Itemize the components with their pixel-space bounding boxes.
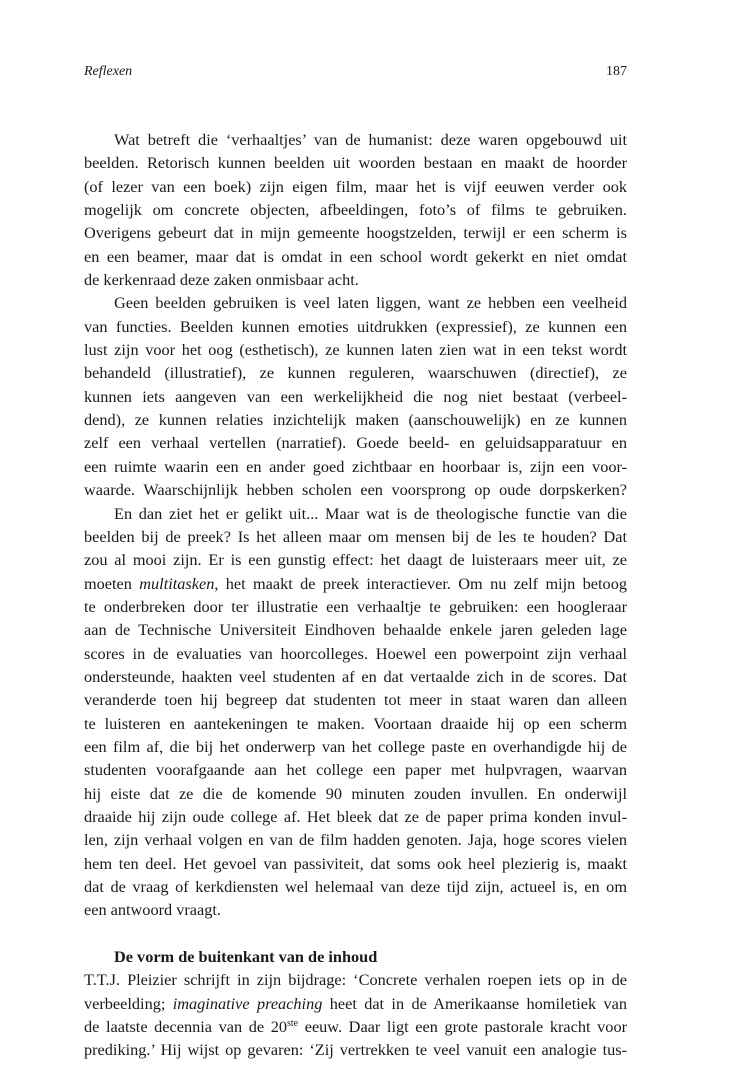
italic-term: multitasken [139, 573, 215, 593]
text-line: hem ten deel. Het gevoel van passiviteit, dat soms ook heel plezierig is, maakt [84, 853, 627, 873]
text-line: dat de vraag of kerkdiensten wel helemaal van deze tijd zijn, actueel is, en om [84, 877, 627, 896]
text-run: eeuw. Daar ligt een grote pastorale kracht voor [298, 1017, 628, 1037]
text-run: verbeelding; [84, 993, 173, 1013]
text-line: aan de Technische Universiteit Eindhoven behaalde enkele jaren geleden lage [84, 620, 627, 640]
body-text [84, 128, 627, 1062]
text-line: lust zijn voor het oog (esthetisch), ze kunnen laten zien wat in een tekst wordt [84, 340, 627, 360]
text-line [84, 992, 627, 1015]
text-run: de laatste decennia van de 20 [84, 1017, 287, 1037]
text-line: Geen beelden gebruiken is veel laten liggen, want ze hebben een veelheid [114, 293, 627, 313]
text-line: dend), ze kunnen relaties inzichtelijk maken (aanschouwelijk) en ze kunnen [84, 410, 627, 430]
paragraph-2 [84, 291, 627, 501]
text-line: en een beamer, maar dat is omdat in een school wordt gekerkt en niet omdat [84, 246, 627, 266]
text-run: moeten [84, 573, 140, 593]
text-line: Wat betreft die ‘verhaaltjes’ van de humanist: deze waren opgebouwd uit [114, 130, 627, 149]
text-line: En dan ziet het er gelikt uit... Maar wat is de theologische functie van die [114, 503, 627, 523]
text-line: ondersteunde, haakten veel studenten af en dat vertaalde zich in de scores. Dat [84, 666, 627, 686]
text-line: de kerkenraad deze zaken onmisbaar acht. [84, 270, 359, 290]
text-line: Overigens gebeurt dat in mijn gemeente hoogstzelden, terwijl er een scherm is [84, 223, 627, 243]
paragraph-3 [84, 502, 627, 922]
text-line: (of lezer van een boek) zijn eigen film, maar het is vijf eeuwen verder ook [84, 176, 627, 196]
text-line: T.T.J. Pleizier schrijft in zijn bijdrage: ‘Concrete verhalen roepen iets op in de [84, 970, 627, 990]
text-line: len, zijn verhaal volgen en van de film hadden genoten. Jaja, hoge scores vielen [84, 830, 627, 850]
text-line: beelden. Retorisch kunnen beelden uit woorden bestaan en maakt de hoorder [84, 153, 627, 173]
text-line: mogelijk om concrete objecten, afbeeldingen, foto’s of films te gebruiken. [84, 200, 627, 220]
text-run: , het maakt de preek interactiever. Om nu zelf mijn betoog [214, 573, 627, 593]
text-line: studenten voorafgaande aan het college een paper met hulpvragen, waarvan [84, 760, 627, 780]
text-line: van functies. Beelden kunnen emoties uitdrukken (expressief), ze kunnen een [84, 316, 627, 336]
text-line [84, 572, 627, 595]
text-line: een ruimte waarin een en ander goed zichtbaar en hoorbaar is, zijn een voor- [84, 456, 627, 476]
text-line: een antwoord vraagt. [84, 900, 221, 920]
text-run: heet dat in de Amerikaanse homiletiek van [322, 993, 627, 1013]
text-line: hij eiste dat ze die de komende 90 minuten zouden invullen. En onderwijl [84, 783, 627, 803]
italic-term: imaginative preaching [172, 993, 323, 1013]
text-line: zelf een verhaal vertellen (narratief). Goede beeld- en geluidsapparatuur en [84, 433, 627, 453]
text-line [84, 1015, 627, 1038]
section [84, 945, 627, 1062]
paragraph-1 [84, 128, 627, 291]
text-line: een film af, die bij het onderwerp van het college paste en overhandigde hij de [84, 736, 627, 756]
text-line: beelden bij de preek? Is het alleen maar om mensen bij de les te houden? Dat [84, 526, 627, 546]
text-line: prediking.’ Hij wijst op gevaren: ‘Zij vertrekken te veel vanuit een analogie tus- [84, 1040, 627, 1060]
text-line: veranderde toen hij begreep dat studenten tot meer in staat waren dan alleen [84, 690, 627, 710]
running-header [84, 64, 627, 80]
text-line: scores in de evaluaties van hoorcolleges. Hoewel een powerpoint zijn verhaal [84, 643, 627, 663]
text-line: behandeld (illustratief), ze kunnen reguleren, waarschuwen (directief), ze [84, 363, 627, 383]
superscript: ste [287, 1018, 299, 1030]
page-number: 187 [606, 64, 627, 79]
section-spacer [84, 922, 627, 945]
text-line: draaide hij zijn oude college af. Het bleek dat ze de paper prima konden invul- [84, 806, 627, 826]
text-line: te luisteren en aantekeningen te maken. Voortaan draaide hij op een scherm [84, 713, 627, 733]
text-line: zou al mooi zijn. Er is een gunstig effect: het daagt de luisteraars meer uit, ze [84, 550, 627, 570]
text-line: kunnen iets aangeven van een werkelijkheid die nog niet bestaat (verbeel- [84, 386, 627, 406]
text-line: waarde. Waarschijnlijk hebben scholen een voorsprong op oude dorpskerken? [84, 480, 627, 500]
section-heading: De vorm de buitenkant van de inhoud [114, 947, 378, 967]
text-line: te onderbreken door ter illustratie een verhaaltje te gebruiken: een hoogleraar [84, 596, 627, 616]
running-title: Reflexen [84, 64, 133, 79]
